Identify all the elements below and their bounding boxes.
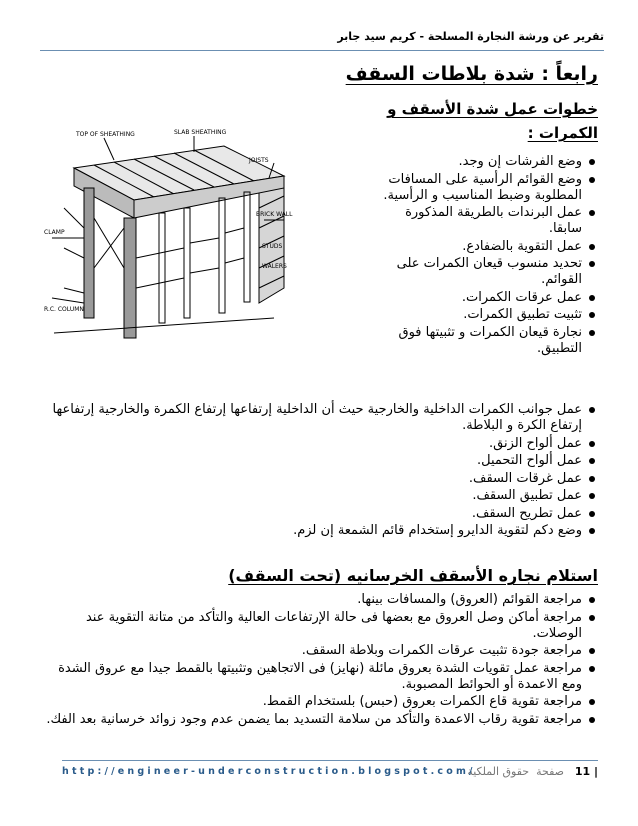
drawing-label-joists: JOISTS	[249, 157, 269, 164]
list-item: وضع دكم لتقوية الدايرو إستخدام قائم الشمعة إن لزم.	[38, 523, 598, 539]
list-item: مراجعة أماكن وصل العروق مع بعضها فى حالة الإرتفاعات العالية والتأكد من متانة التقوية عند الوصلات.	[38, 610, 598, 642]
list-item: تثبيت تطبيق الكمرات.	[368, 307, 598, 323]
list-item: عمل ألواح الزنق.	[38, 436, 598, 452]
formwork-drawing	[44, 128, 302, 348]
list-item: عمل عرقات الكمرات.	[368, 290, 598, 306]
list-item: نجارة قيعان الكمرات و تثبيتها فوق التطبيق.	[368, 325, 598, 357]
list-item: تحديد منسوب قيعان الكمرات على القوائم.	[368, 256, 598, 288]
list-item: مراجعة جودة تثبيت عرقات الكمرات وبلاطة السقف.	[38, 643, 598, 659]
list-item: عمل تطريح السقف.	[38, 506, 598, 522]
page-number: 11 |	[574, 765, 598, 778]
receipt-list	[38, 592, 598, 729]
receipt-heading: استلام نجاره الأسقف الخرسانيه (تحت السقف)	[228, 566, 598, 585]
header-text: تقرير عن ورشة النجارة المسلحة - كريم سيد جابر	[337, 30, 604, 43]
page-label	[467, 765, 564, 778]
blog-url-link[interactable]: http://engineer-underconstruction.blogspot.com/	[62, 766, 476, 777]
list-item: وضع القوائم الرأسية على المسافات المطلوبة وضبط المناسيب و الرأسية.	[368, 172, 598, 204]
rights-text: حقوق الملكية	[467, 765, 530, 778]
page-footer	[62, 760, 598, 781]
drawing-label-top: TOP OF SHEATHING	[76, 131, 135, 138]
list-item: وضع الفرشات إن وجد.	[368, 154, 598, 170]
list-item: عمل غرقات السقف.	[38, 471, 598, 487]
list-item: عمل البرندات بالطريقة المذكورة سابقا.	[368, 205, 598, 237]
drawing-label-brick: BRICK WALL	[256, 211, 293, 218]
drawing-label-slab: SLAB SHEATHING	[174, 129, 227, 136]
steps-heading-line1: خطوات عمل شدة الأسقف و	[387, 100, 598, 118]
list-item: عمل التقوية بالضفادع.	[368, 239, 598, 255]
drawing-label-walers: WALERS	[262, 263, 287, 270]
list-item: عمل ألواح التحميل.	[38, 453, 598, 469]
page-label-text: صفحة	[536, 765, 564, 778]
drawing-label-clamp: CLAMP	[44, 229, 65, 236]
list-item: مراجعة تقوية رقاب الاعمدة والتأكد من سلامة التسديد بما يضمن عدم وجود زوائد خرسانية بعد الفك.	[38, 712, 598, 728]
steps-list-wide	[38, 402, 598, 541]
list-item: مراجعة تقوية قاع الكمرات بعروق (حبس) بلستخدام القمط.	[38, 694, 598, 710]
list-item: عمل تطبيق السقف.	[38, 488, 598, 504]
steps-heading-line2: الكمرات :	[527, 124, 598, 142]
drawing-label-column: R.C. COLUMN	[44, 306, 84, 313]
list-item: مراجعة عمل تقويات الشدة بعروق مائلة (نهايز) فى الاتجاهين وتثبيتها بالقمط جيدا مع عروق الشدة ومع الاعمدة أو الحوائط المصبوبة.	[38, 661, 598, 693]
list-item: عمل جوانب الكمرات الداخلية والخارجية حيث أن الداخلية إرتفاعها إرتفاع الكمرة والخارجية إرتفاعها إرتفاع الكرة و البلاطة.	[38, 402, 598, 434]
drawing-label-studs: STUDS	[262, 243, 283, 250]
steps-list	[368, 154, 598, 358]
page-header	[40, 24, 604, 51]
list-item: مراجعة القوائم (العروق) والمسافات بينها.	[38, 592, 598, 608]
section-title: رابعاً : شدة بلاطات السقف	[345, 63, 598, 85]
